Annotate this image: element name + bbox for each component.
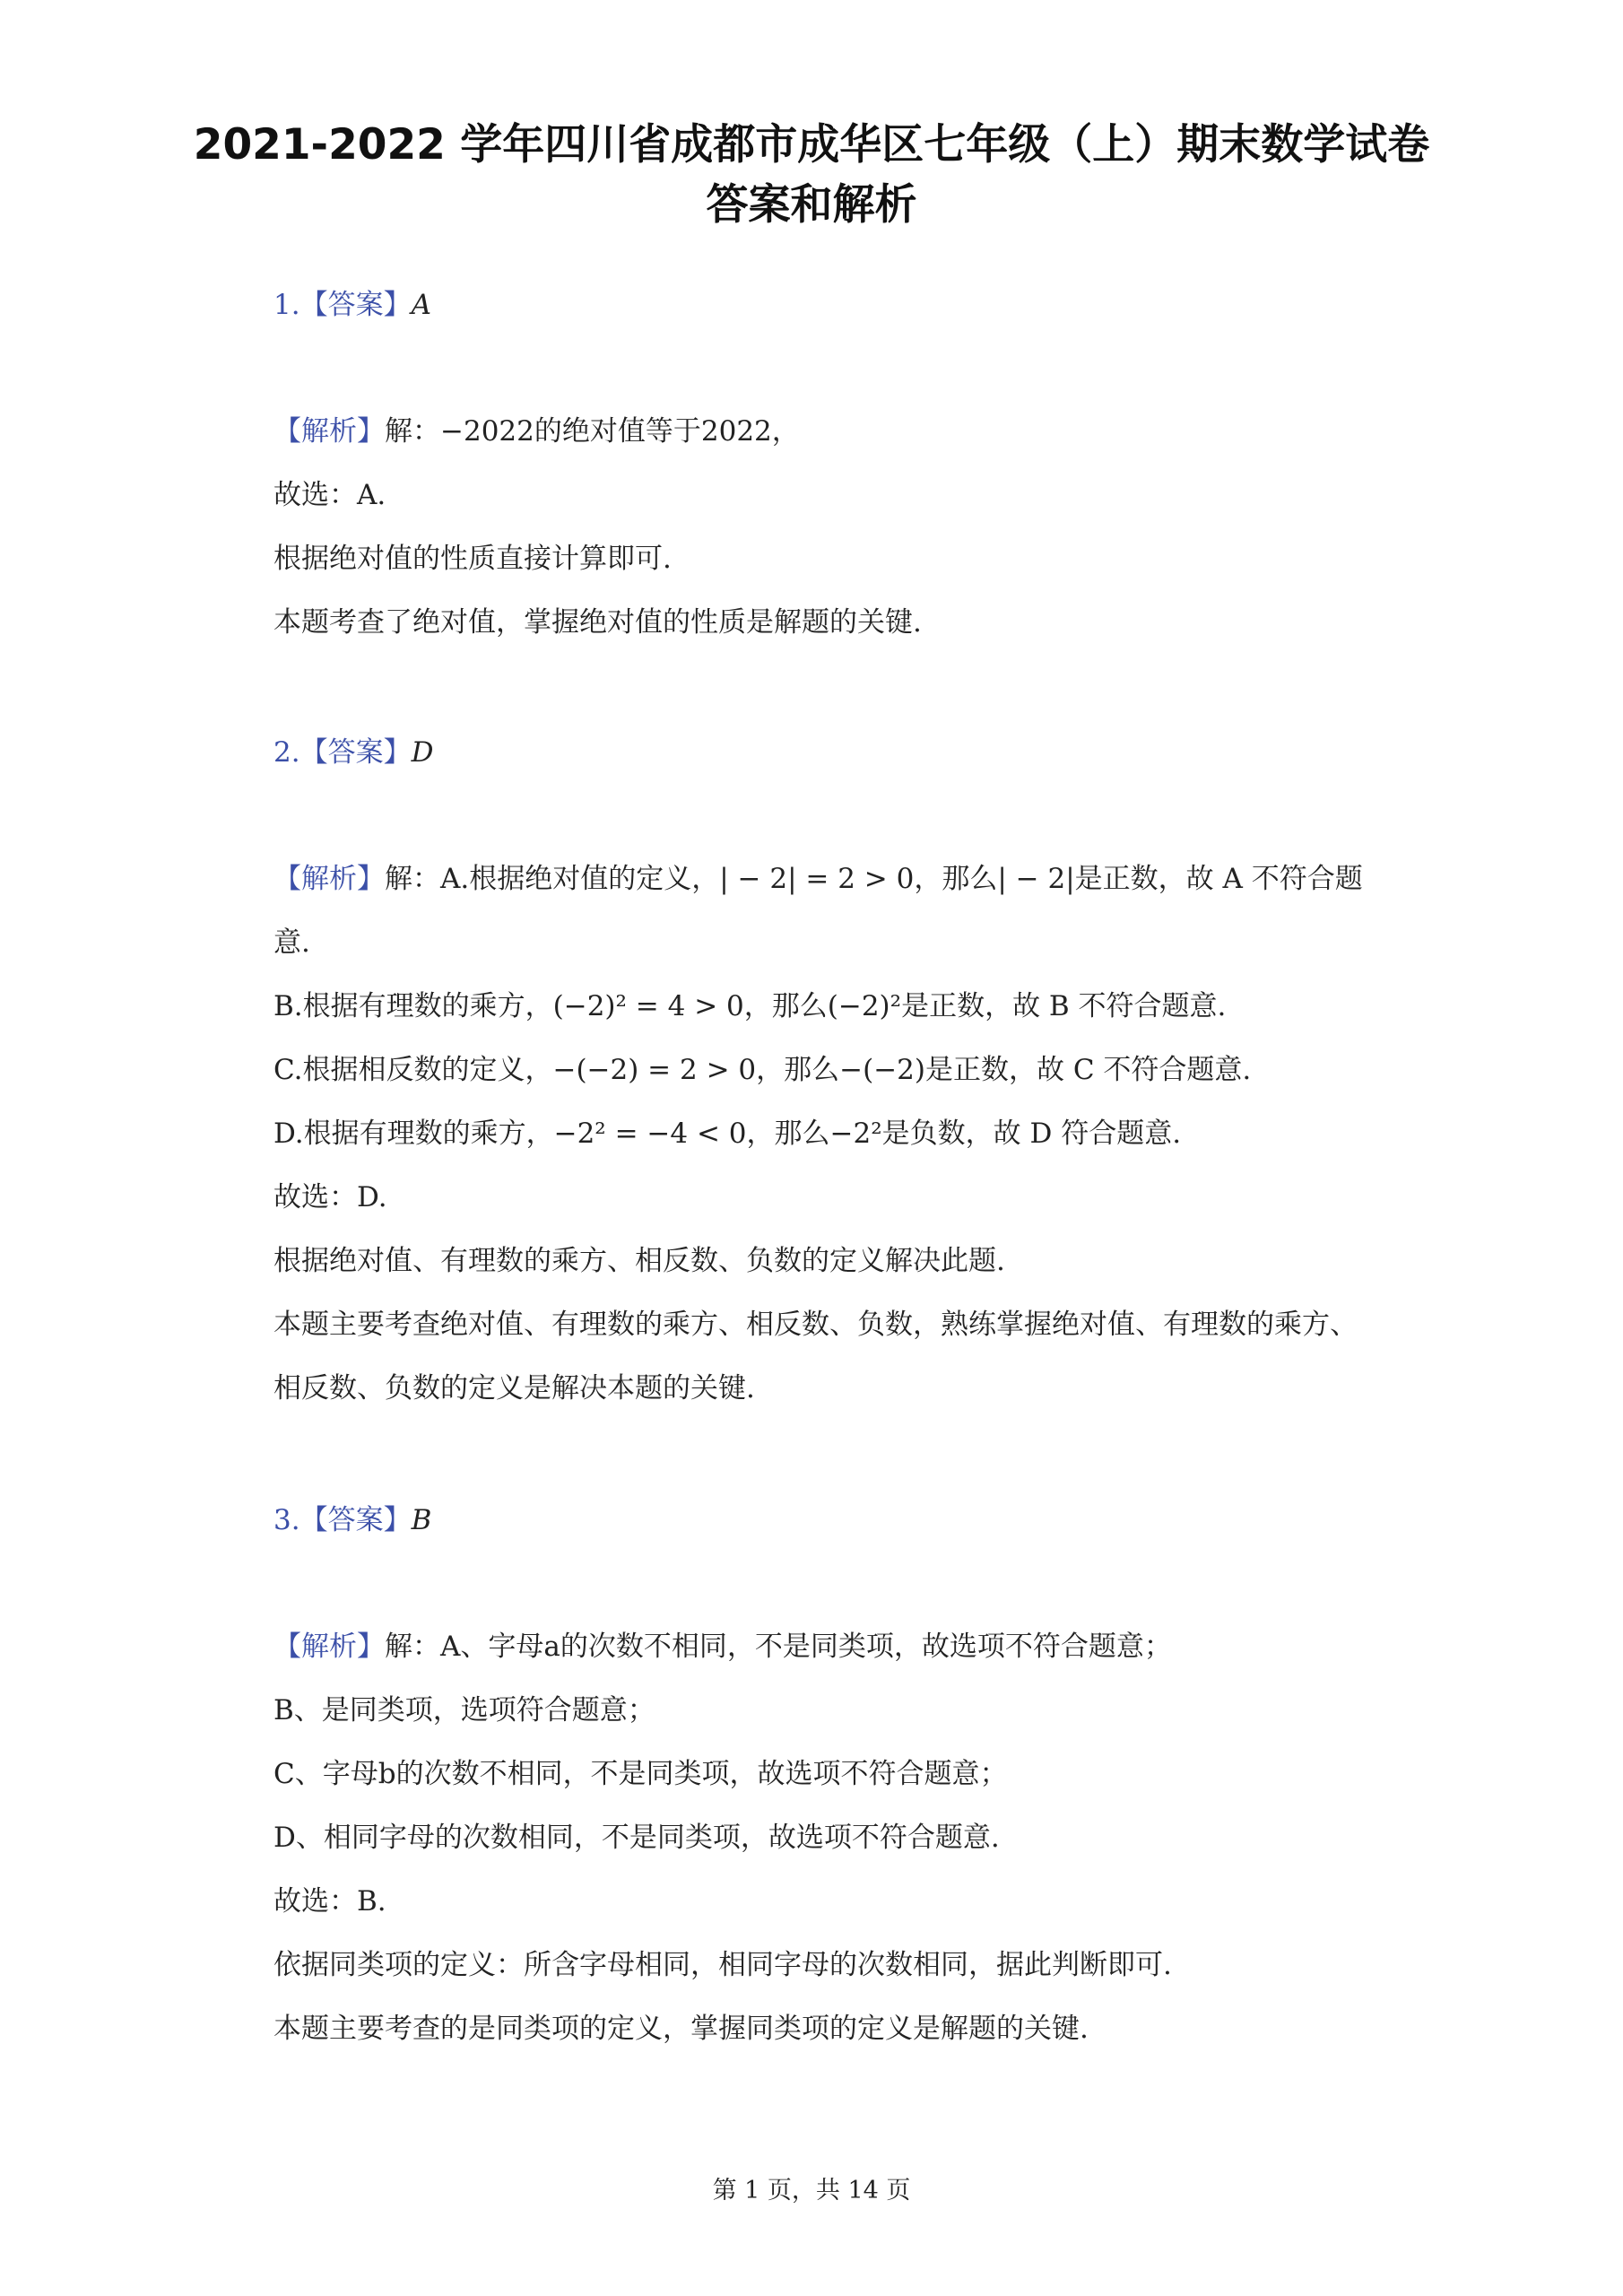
q2-analysis-tag: 【解析】: [273, 863, 385, 895]
page-title-line-1: 2021-2022 学年四川省成都市成华区七年级（上）期末数学试卷: [193, 120, 1430, 170]
q2-analysis-line-7: 根据绝对值、有理数的乘方、相反数、负数的定义解决此题.: [273, 1245, 1005, 1277]
q3-analysis-line-6: 依据同类项的定义：所含字母相同，相同字母的次数相同，据此判断即可.: [273, 1949, 1172, 1981]
q3-analysis-line-5: 故选：B.: [273, 1885, 386, 1918]
q2-analysis-line-3: B.根据有理数的乘方，(−2)² = 4 > 0，那么(−2)²是正数，故 B 不符合题意.: [273, 990, 1227, 1022]
q1-answer: A: [411, 289, 431, 321]
q3-answer-tag: 【答案】: [299, 1504, 412, 1536]
q2-number: 2.: [273, 736, 300, 769]
page-title-line-2: 答案和解析: [706, 180, 917, 230]
q1-answer-line: [273, 291, 431, 319]
q2-analysis-line-5: D.根据有理数的乘方，−2² = −4 < 0，那么−2²是负数，故 D 符合题意.: [273, 1118, 1182, 1150]
q1-analysis-line-1: [273, 415, 800, 448]
q2-analysis-line-9: 相反数、负数的定义是解决本题的关键.: [273, 1372, 755, 1405]
q3-analysis-line-7: 本题主要考查的是同类项的定义，掌握同类项的定义是解题的关键.: [273, 2013, 1089, 2045]
q2-analysis-text: 解：A.根据绝对值的定义，| − 2| = 2 > 0，那么| − 2|是正数，故 A 不符合题: [385, 863, 1363, 895]
q1-analysis-text: 解：−2022的绝对值等于2022，: [385, 415, 800, 448]
q2-analysis-line-4: C.根据相反数的定义，−(−2) = 2 > 0，那么−(−2)是正数，故 C 不符合题意.: [273, 1054, 1252, 1086]
q3-answer-line: [273, 1504, 432, 1536]
q2-answer-tag: 【答案】: [299, 736, 412, 769]
q1-analysis-line-4: 本题考查了绝对值，掌握绝对值的性质是解题的关键.: [273, 606, 922, 639]
q2-analysis-line-2: 意.: [273, 926, 310, 959]
q2-answer-line: [273, 736, 434, 769]
q2-answer: D: [411, 736, 434, 769]
q1-analysis-line-2: 故选：A.: [273, 479, 386, 511]
q1-analysis-line-3: 根据绝对值的性质直接计算即可.: [273, 543, 672, 575]
q3-analysis-line-4: D、相同字母的次数相同，不是同类项，故选项不符合题意.: [273, 1822, 1000, 1854]
q3-analysis-text: 解：A、字母a的次数不相同，不是同类项，故选项不符合题意；: [385, 1631, 1172, 1663]
page-footer: 第 1 页，共 14 页: [712, 2177, 911, 2205]
q1-answer-tag: 【答案】: [299, 289, 412, 321]
q3-analysis-line-3: C、字母b的次数不相同，不是同类项，故选项不符合题意；: [273, 1758, 1008, 1790]
q1-number: 1.: [273, 289, 300, 321]
q3-analysis-tag: 【解析】: [273, 1631, 385, 1663]
q3-number: 3.: [273, 1504, 300, 1536]
q3-analysis-line-1: [273, 1633, 1172, 1661]
q1-analysis-tag: 【解析】: [273, 415, 385, 448]
q2-analysis-line-8: 本题主要考查绝对值、有理数的乘方、相反数、负数，熟练掌握绝对值、有理数的乘方、: [273, 1309, 1358, 1341]
q2-analysis-line-1: [273, 865, 1363, 893]
q3-answer: B: [411, 1504, 432, 1536]
q2-analysis-line-6: 故选：D.: [273, 1181, 387, 1213]
q3-analysis-line-2: B、是同类项，选项符合题意；: [273, 1694, 655, 1726]
